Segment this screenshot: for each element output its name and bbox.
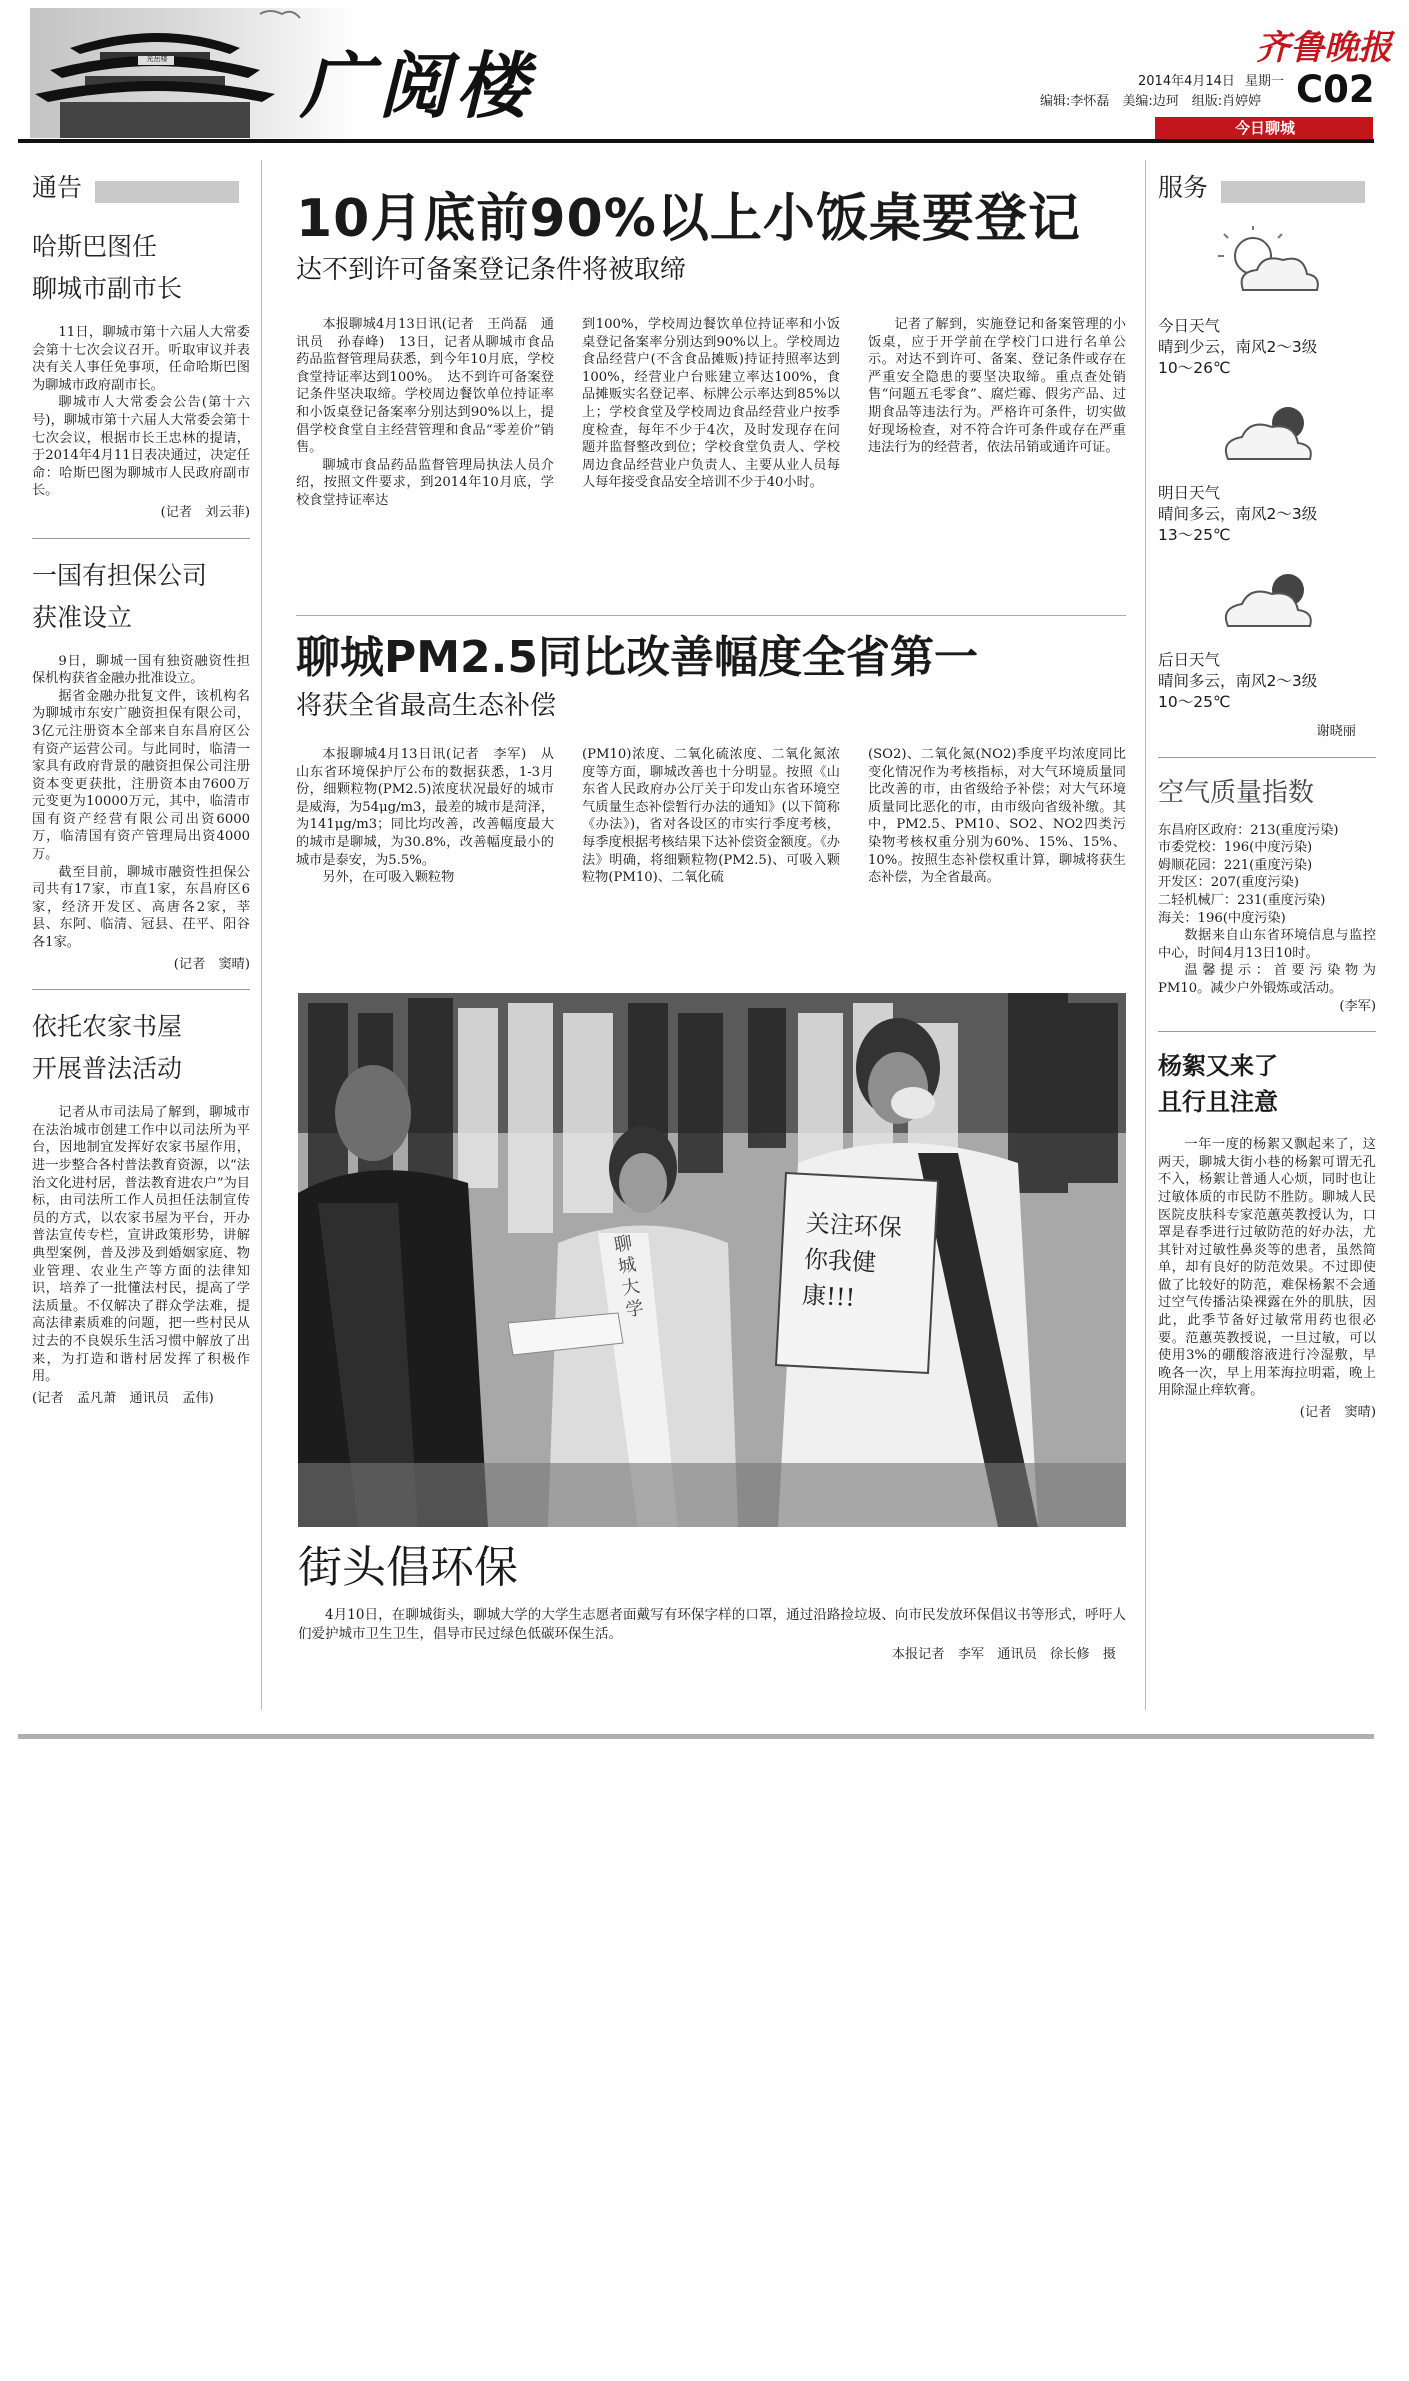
- title-line: 开展普法活动: [32, 1054, 183, 1084]
- story-column: [868, 746, 1126, 887]
- weather-day: 后日天气: [1158, 651, 1221, 669]
- byline: (记者 孟凡萧 通讯员 孟伟): [32, 1390, 214, 1406]
- editors-line: 编辑:李怀磊 美编:边珂 组版:肖婷婷: [1040, 94, 1262, 109]
- title-line: 获准设立: [32, 602, 133, 632]
- divider: [296, 615, 1126, 616]
- paragraph: 温馨提示：首要污染物为PM10。减少户外锻炼或活动。: [1158, 963, 1376, 996]
- weather-day: 明日天气: [1158, 484, 1221, 502]
- masthead-rule: [18, 139, 1374, 143]
- right-column: [1158, 168, 1376, 1422]
- paragraph: 11日，聊城市第十六届人大常委会第十七次会议召开。听取审议并表决有关人事任免事项，任命哈斯巴图为聊城市政府副市长。: [32, 325, 250, 393]
- photo-story: [298, 1540, 1126, 1664]
- paragraph: 本报聊城4月13日讯(记者 王尚磊 通讯员 孙春峰) 13日，记者从聊城市食品药品监督管理局获悉，到今年10月底，学校食堂持证率达到100%。 达不到许可备案登记条件坚决取缔。学校周边餐饮单位持证率和小饭桌登记备案率分别达到90%以上，提倡学校食堂自主经营管理和食品“零差价”销售。: [296, 317, 554, 456]
- paragraph: 截至目前，聊城市融资性担保公司共有17家，市直1家，东昌府区6家，经济开发区、高唐各2家，莘县、东阿、临清、冠县、茌平、阳谷各1家。: [32, 864, 250, 951]
- right-column-rule: [1145, 160, 1146, 1710]
- paragraph: 据省金融办批复文件，该机构名为聊城市东安广融资担保有限公司，3亿元注册资本全部来自东昌府区公有资产运营公司。与此同时，临清一家具有政府背景的融资担保公司注册资本变更获批，注册资本由7600万元变更为10000万元，其中，临清市国有资产经营有限公司出资6000万，临清国有资产管理局出资4000万。: [32, 688, 250, 863]
- aqi-item: 东昌府区政府：213(重度污染): [1158, 822, 1339, 838]
- aqi-item: 开发区：207(重度污染): [1158, 875, 1299, 891]
- byline: (记者 窦晴): [1299, 1405, 1376, 1421]
- article-guarantee-company: [32, 555, 250, 974]
- story-columns: [296, 746, 1126, 887]
- paragraph: 一年一度的杨絮又飘起来了，这两天，聊城大街小巷的杨絮可谓无孔不入，杨絮让普通人心烦，同时也让过敏体质的市民防不胜防。聊城人民医院皮肤科专家范蕙英教授认为，口罩是春季进行过敏防范的好办法，尤其针对过敏性鼻炎等的患者，虽然简单，却有良好的防范效果。不过即使做了比较好的防范，难保杨絮不会通过空气传播沾染裸露在外的肌肤，因此，此季节备好过敏常用药也很必要。范蕙英教授说，一旦过敏，可以使用3%的硼酸溶液进行冷湿敷，早晚各一次，早上用苯海拉明霜，晚上用除湿止痒软膏。: [1158, 1137, 1376, 1399]
- paper-name: 齐鲁晚报: [1256, 28, 1392, 68]
- byline: (记者 刘云菲): [160, 504, 250, 520]
- title-line: 哈斯巴图任: [32, 232, 158, 261]
- paragraph: 另外，在可吸入颗粒物: [322, 870, 455, 886]
- divider: [32, 538, 250, 539]
- label-bar: [1221, 181, 1365, 203]
- article-title: [32, 555, 250, 639]
- byline: (记者 窦晴): [173, 956, 250, 972]
- story-column: [582, 746, 840, 887]
- title-line: 杨絮又来了: [1158, 1052, 1278, 1081]
- photo-caption: 4月10日，在聊城街头，聊城大学的大学生志愿者面戴写有环保字样的口罩，通过沿路捡垃圾、向市民发放环保倡议书等形式，呼吁人们爱护城市卫生卫生，倡导市民过绿色低碳环保生活。: [298, 1607, 1126, 1642]
- weekday-text: 星期一: [1245, 74, 1285, 89]
- aqi-item: 二轻机械厂：231(重度污染): [1158, 892, 1326, 908]
- article-title: [1158, 1048, 1376, 1120]
- weather-temp: 10～25℃: [1158, 693, 1231, 711]
- story-column: [582, 316, 840, 510]
- weather-temp: 10～26℃: [1158, 359, 1231, 377]
- story-column: [296, 316, 554, 510]
- paragraph: 聊城市食品药品监督管理局执法人员介绍，按照文件要求，到2014年10月底，学校食堂持证率达: [296, 457, 554, 508]
- photo-headline: 街头倡环保: [298, 1542, 518, 1593]
- cloud-sun-icon: [1158, 560, 1376, 640]
- paragraph: (SO2)、二氧化氮(NO2)季度平均浓度同比变化情况作为考核指标，对大气环境质量同比改善的市，由省级给予补偿；对大气环境质量同比恶化的市，由市级向省级补缴。其中，PM2.5、PM10、SO2、NO2四类污染物考核权重分别为60%、15%、15%、10%。按照生态补偿权重计算，聊城将获生态补偿，为全省最高。: [868, 747, 1126, 886]
- section-name: 今日聊城: [1235, 119, 1296, 137]
- volunteer-sash-text: 聊城大学: [612, 1232, 646, 1322]
- story-snack-tables: [296, 188, 1126, 510]
- divider: [1158, 757, 1376, 758]
- aqi-list: [1158, 822, 1376, 928]
- article-title: [32, 226, 250, 310]
- page-title: 广阅楼: [300, 43, 535, 128]
- paragraph: 9日，聊城一国有独资融资性担保机构获省金融办批准设立。: [32, 653, 250, 687]
- article-catkins: [1158, 1048, 1376, 1422]
- article-legal-education: [32, 1006, 250, 1407]
- aqi-section: [1158, 772, 1376, 1016]
- weather-condition: 晴间多云，南风2～3级: [1158, 505, 1318, 523]
- paragraph: 记者了解到，实施登记和备案管理的小饭桌，应于开学前在学校门口进行名单公示。对达不到许可、备案、登记条件或存在严重安全隐患的要坚决取缔。重点查处销售“问题五毛零食”、腐烂霉、假劣产品、过期食品等违法行为。严格许可条件，切实做好现场检查，对不符合许可条件或存在严重违法行为的经营者，依法吊销或通许可证。: [868, 317, 1126, 456]
- weather-condition: 晴间多云，南风2～3级: [1158, 672, 1318, 690]
- aqi-item: 市委党校：196(中度污染): [1158, 840, 1313, 856]
- aqi-title: 空气质量指数: [1158, 777, 1315, 808]
- cloud-sun-icon: [1158, 393, 1376, 473]
- left-column: [32, 168, 250, 1407]
- date-text: 2014年4月14日: [1138, 74, 1235, 89]
- page-number: C02: [1296, 68, 1375, 111]
- weather-tomorrow: [1158, 393, 1376, 546]
- weather-today: [1158, 226, 1376, 379]
- bottom-rule: [18, 1734, 1374, 1739]
- notice-label: 通告: [32, 173, 83, 202]
- story-pm25: [296, 630, 1126, 887]
- weather-day-after: [1158, 560, 1376, 741]
- paragraph: 数据来自山东省环境信息与监控中心，时间4月13日10时。: [1158, 928, 1376, 961]
- weather-day: 今日天气: [1158, 317, 1221, 335]
- aqi-note: [1158, 927, 1376, 1015]
- story-column: [296, 746, 554, 887]
- title-line: 且行且注意: [1158, 1088, 1278, 1117]
- photo-credit: 本报记者 李军 通讯员 徐长修 摄: [891, 1647, 1116, 1662]
- story-subhead: 将获全省最高生态补偿: [296, 691, 557, 721]
- byline: (李军): [1339, 998, 1376, 1014]
- article-body: [32, 324, 250, 522]
- weather-byline: 谢晓丽: [1316, 724, 1356, 739]
- divider: [1158, 1031, 1376, 1032]
- aqi-item: 海关：196(中度污染): [1158, 910, 1286, 926]
- paragraph: 本报聊城4月13日讯(记者 李军) 从山东省环境保护厅公布的数据获悉，1-3月份，细颗粒物(PM2.5)浓度状况最好的城市是威海，为54μg/m3，最差的城市是菏泽，为141μg/m3；同比均改善，改善幅度最大的城市是聊城，为30.8%，改善幅度最小的城市是泰安，为5.5%。: [296, 747, 554, 868]
- weather-temp: 13～25℃: [1158, 526, 1231, 544]
- divider: [32, 989, 250, 990]
- article-title: [32, 1006, 250, 1090]
- paragraph: (PM10)浓度、二氧化硫浓度、二氧化氮浓度等方面，聊城改善也十分明显。按照《山东省人民政府办公厅关于印发山东省环境空气质量生态补偿暂行办法的通知》(以下简称《办法》)，省对各设区的市实行季度考核，每季度根据考核结果下达补偿资金额度。《办法》明确，将细颗粒物(PM2.5)、可吸入颗粒物(PM10)、二氧化硫: [582, 747, 840, 886]
- title-line: 聊城市副市长: [32, 274, 183, 303]
- issue-date: [1138, 70, 1284, 89]
- paragraph: 聊城市人大常委会公告(第十六号)，聊城市第十六届人大常委会第十七次会议，根据市长王忠林的提请，于2014年4月11日表决通过，决定任命：哈斯巴图为聊城市人民政府副市长。: [32, 395, 250, 499]
- article-body: [32, 1104, 250, 1407]
- protest-sign-text: 关注环保 你我健康!!!: [801, 1209, 903, 1312]
- article-body: [32, 653, 250, 974]
- notice-section-label: [32, 168, 250, 204]
- story-headline: 聊城PM2.5同比改善幅度全省第一: [296, 632, 978, 683]
- paragraph: 到100%，学校周边餐饮单位持证率和小饭桌登记备案率分别达到90%以上。学校周边食品经营户(不含食品摊贩)持证持照率达到100%，经营业户台账建立率达100%，食品摊贩实名登记率、标牌公示率达到85%以上；学校食堂及学校周边食品经营业户按季度检查，每年不少于4次，及时发现存在问题并监督整改到位；学校食堂负责人、学校周边食品经营业户负责人、主要从业人员每人每年接受食品安全培训不少于40小时。: [582, 317, 840, 491]
- aqi-item: 姆顺花园：221(重度污染): [1158, 857, 1313, 873]
- sun-cloud-icon: [1158, 226, 1376, 306]
- photo-scene: [298, 993, 1126, 1527]
- story-columns: [296, 316, 1126, 510]
- left-column-rule: [261, 160, 262, 1710]
- story-subhead: 达不到许可备案登记条件将被取缔: [296, 255, 687, 285]
- article-vice-mayor: [32, 226, 250, 522]
- story-column: [868, 316, 1126, 510]
- article-body: [1158, 1136, 1376, 1422]
- title-line: 依托农家书屋: [32, 1012, 183, 1042]
- title-line: 一国有担保公司: [32, 560, 208, 590]
- weather-condition: 晴到少云，南风2～3级: [1158, 338, 1318, 356]
- story-headline: 10月底前90%以上小饭桌要登记: [296, 189, 1081, 249]
- service-section-label: [1158, 168, 1376, 204]
- masthead: [0, 0, 1409, 150]
- news-photo: [298, 993, 1126, 1527]
- tower-sign: 光岳楼: [146, 55, 168, 63]
- service-label: 服务: [1158, 173, 1209, 202]
- paragraph: 记者从市司法局了解到，聊城市在法治城市创建工作中以司法所为平台，因地制宜发挥好农家书屋作用，进一步整合各村普法教育资源，以“法治文化进村居，普法教育进农户”为目标，由司法所工作人员担任法制宣传员的方式，以农家书屋为平台，开办普法宣传专栏，宣讲政策形势，讲解典型案例，普及涉及到婚姻家庭、物业管理、农业生产等方面的法律知识，培养了一批懂法村民，提高了学法质量。不仅解决了群众学法难，提高法律素质难的问题，把一些村民从过去的不良娱乐生活习惯中解放了出来，为打造和谐村居发挥了积极作用。: [32, 1105, 250, 1385]
- label-bar: [95, 181, 239, 203]
